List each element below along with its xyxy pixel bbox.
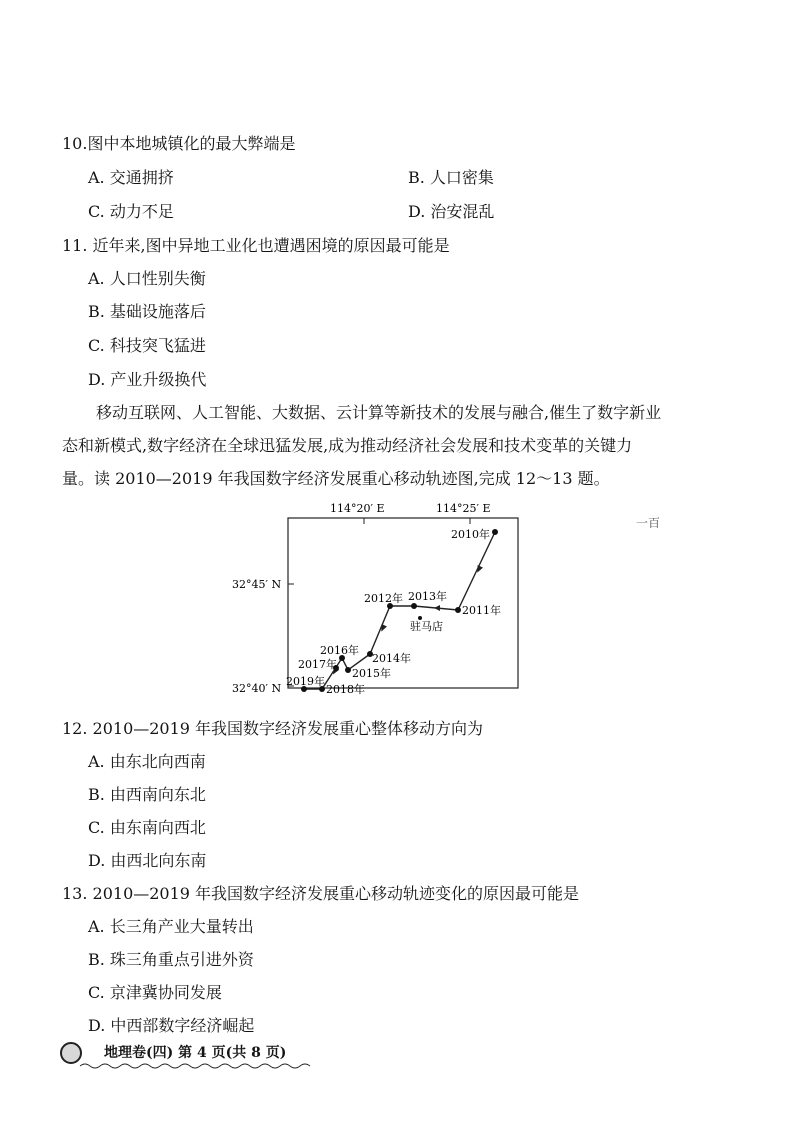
question-12-option-d: D. 由西北向东南 bbox=[88, 851, 207, 870]
page-footer bbox=[60, 1036, 310, 1068]
question-11-stem: 11. 近年来,图中异地工业化也遭遇困境的原因最可能是 bbox=[62, 236, 450, 255]
question-11-option-b: B. 基础设施落后 bbox=[88, 302, 206, 321]
corner-mark: 一百 bbox=[636, 516, 661, 530]
question-11-option-d: D. 产业升级换代 bbox=[88, 370, 207, 389]
question-10-option-d: D. 治安混乱 bbox=[408, 202, 495, 221]
reading-passage bbox=[62, 396, 742, 495]
question-12-option-c: C. 由东南向西北 bbox=[88, 818, 206, 837]
question-10-option-a: A. 交通拥挤 bbox=[88, 168, 174, 187]
point-2011 bbox=[455, 607, 461, 613]
label-2015: 2015年 bbox=[352, 667, 391, 680]
point-2013 bbox=[411, 603, 417, 609]
label-2018: 2018年 bbox=[326, 683, 365, 696]
label-2012: 2012年 bbox=[364, 592, 403, 605]
city-label: 驻马店 bbox=[410, 620, 443, 633]
question-12-option-b: B. 由西南向东北 bbox=[88, 785, 206, 804]
question-13-stem: 13. 2010—2019 年我国数字经济发展重心移动轨迹变化的原因最可能是 bbox=[62, 884, 580, 903]
point-2010 bbox=[492, 529, 498, 535]
label-2011: 2011年 bbox=[462, 604, 501, 617]
label-2010: 2010年 bbox=[451, 528, 490, 541]
lon-label-2: 114°25′ E bbox=[436, 502, 491, 515]
point-2015 bbox=[345, 667, 351, 673]
question-13-option-b: B. 珠三角重点引进外资 bbox=[88, 950, 254, 969]
question-11-option-a: A. 人口性别失衡 bbox=[88, 269, 206, 288]
label-2013: 2013年 bbox=[408, 590, 447, 603]
question-13-option-c: C. 京津冀协同发展 bbox=[88, 983, 222, 1002]
label-2016: 2016年 bbox=[320, 644, 359, 657]
question-10-option-b: B. 人口密集 bbox=[408, 168, 494, 187]
question-12-option-a: A. 由东北向西南 bbox=[88, 752, 206, 771]
label-2019: 2019年 bbox=[286, 675, 325, 688]
lat-label-1: 32°45′ N bbox=[232, 578, 282, 591]
lon-label-1: 114°20′ E bbox=[330, 502, 385, 515]
lat-label-2: 32°40′ N bbox=[232, 682, 282, 695]
passage-line-1: 移动互联网、人工智能、大数据、云计算等新技术的发展与融合,催生了数字新业 bbox=[96, 403, 662, 422]
footer-page-info: 地理卷(四) 第 4 页(共 8 页) bbox=[104, 1045, 287, 1061]
question-13-option-d: D. 中西部数字经济崛起 bbox=[88, 1016, 255, 1035]
question-13-option-a: A. 长三角产业大量转出 bbox=[88, 917, 254, 936]
label-2017: 2017年 bbox=[298, 658, 337, 671]
question-12-stem: 12. 2010—2019 年我国数字经济发展重心整体移动方向为 bbox=[62, 719, 484, 738]
question-11-option-c: C. 科技突飞猛进 bbox=[88, 336, 206, 355]
trajectory-map bbox=[232, 496, 540, 696]
question-10-stem: 10.图中本地城镇化的最大弊端是 bbox=[62, 134, 296, 153]
passage-line-3: 量。读 2010—2019 年我国数字经济发展重心移动轨迹图,完成 12～13 题。 bbox=[62, 469, 610, 488]
passage-line-2: 态和新模式,数字经济在全球迅猛发展,成为推动经济社会发展和技术变革的关键力 bbox=[62, 436, 633, 455]
wavy-underline bbox=[80, 1062, 330, 1070]
label-2014: 2014年 bbox=[372, 652, 411, 665]
publisher-logo-icon bbox=[60, 1042, 82, 1064]
question-10-option-c: C. 动力不足 bbox=[88, 202, 174, 221]
